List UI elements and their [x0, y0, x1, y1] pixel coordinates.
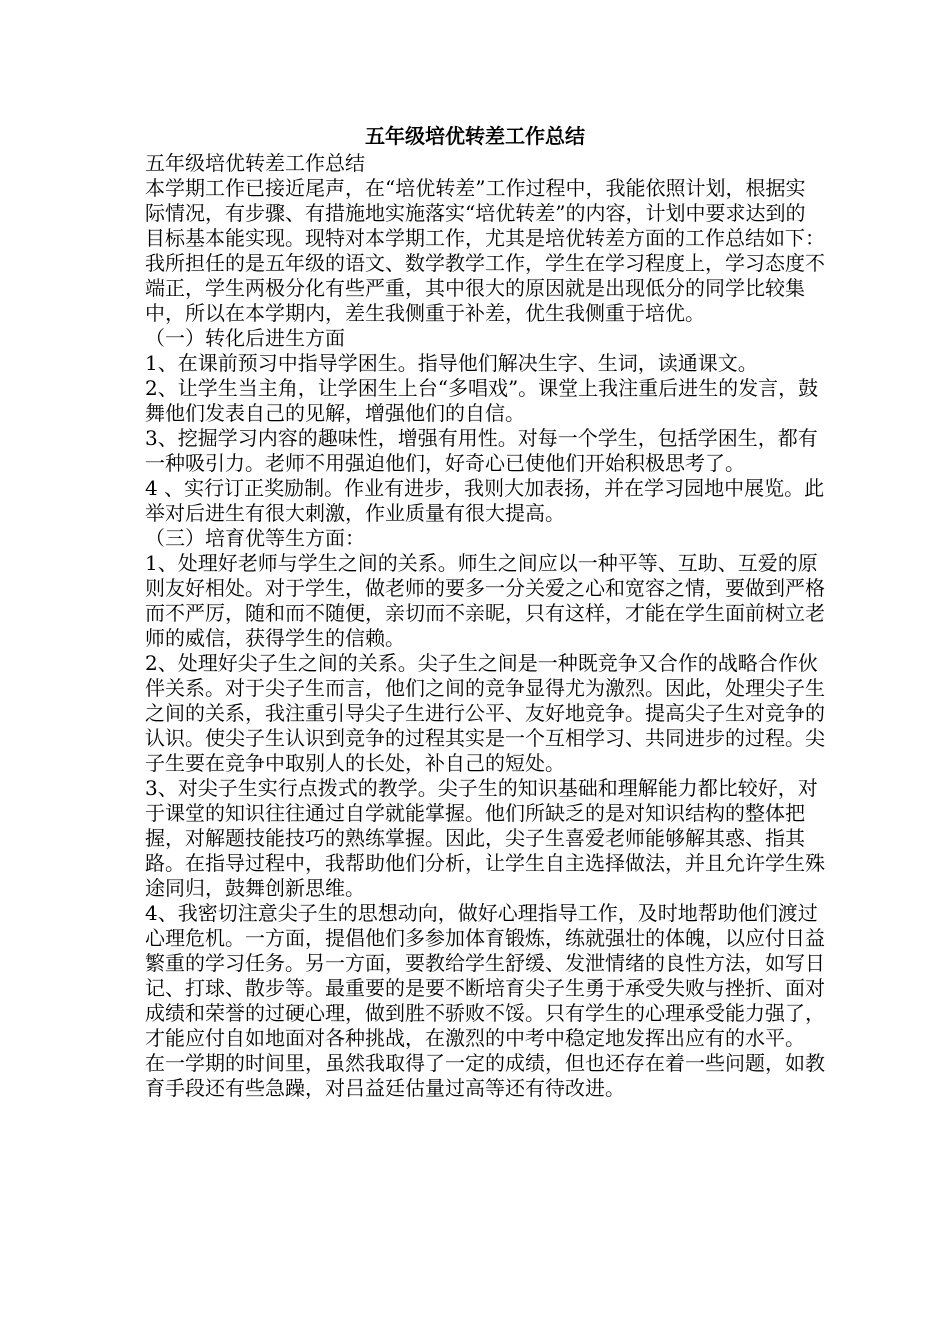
paragraph-background: 我所担任的是五年级的语文、数学教学工作，学生在学习程度上，学习态度不端正，学生两极分化有些严重，其中很大的原因就是出现低分的同学比较集中，所以在本学期内，差生我侧重于补差，优生我侧重于培优。 — [145, 251, 825, 325]
section-heading-top-students: （三）培育优等生方面： — [145, 526, 365, 550]
document-title: 五年级培优转差工作总结 — [365, 124, 585, 148]
paragraph-subtitle: 五年级培优转差工作总结 — [145, 151, 365, 175]
paragraph-laggard-item-4: 4 、实行订正奖励制。作业有进步，我则大加表扬，并在学习园地中展览。此举对后进生有很大刺激，作业质量有很大提高。 — [145, 476, 825, 525]
paragraph-top-item-2: 2、处理好尖子生之间的关系。尖子生之间是一种既竞争又合作的战略合作伙伴关系。对于尖子生而言，他们之间的竞争显得尤为激烈。因此，处理尖子生之间的关系，我注重引导尖子生进行公平、友好地竞争。提高尖子生对竞争的认识。使尖子生认识到竞争的过程其实是一个互相学习、共同进步的过程。尖子生要在竞争中取别人的长处，补自己的短处。 — [145, 651, 825, 775]
paragraph-laggard-item-1: 1、在课前预习中指导学困生。指导他们解决生字、生词，读通课文。 — [145, 351, 758, 375]
paragraph-top-item-3: 3、对尖子生实行点拨式的教学。尖子生的知识基础和理解能力都比较好，对于课堂的知识往往通过自学就能掌握。他们所缺乏的是对知识结构的整体把握，对解题技能技巧的熟练掌握。因此，尖子生喜爱老师能够解其惑、指其路。在指导过程中，我帮助他们分析，让学生自主选择做法，并且允许学生殊途同归，鼓舞创新思维。 — [145, 776, 825, 900]
paragraph-top-item-1: 1、处理好老师与学生之间的关系。师生之间应以一种平等、互助、互爱的原则友好相处。对于学生，做老师的要多一分关爱之心和宽容之情，要做到严格而不严厉，随和而不随便，亲切而不亲昵，只有这样，才能在学生面前树立老师的威信，获得学生的信赖。 — [145, 551, 825, 650]
paragraph-laggard-item-3: 3、挖掘学习内容的趣味性，增强有用性。对每一个学生，包括学困生，都有一种吸引力。老师不用强迫他们，好奇心已使他们开始积极思考了。 — [145, 426, 818, 475]
paragraph-conclusion: 在一学期的时间里，虽然我取得了一定的成绩，但也还存在着一些问题，如教育手段还有些急躁，对吕益廷估量过高等还有待改进。 — [145, 1051, 825, 1100]
document-body — [145, 151, 825, 1101]
section-heading-laggards: （一）转化后进生方面 — [145, 326, 345, 350]
paragraph-top-item-4: 4、我密切注意尖子生的思想动向，做好心理指导工作，及时地帮助他们渡过心理危机。一方面，提倡他们多参加体育锻炼，练就强壮的体魄，以应付日益繁重的学习任务。另一方面，要教给学生舒缓、发泄情绪的良性方法，如写日记、打球、散步等。最重要的是要不断培育尖子生勇于承受失败与挫折、面对成绩和荣誉的过硬心理，做到胜不骄败不馁。只有学生的心理承受能力强了，才能应付自如地面对各种挑战，在激烈的中考中稳定地发挥出应有的水平。 — [145, 901, 825, 1050]
paragraph-laggard-item-2: 2、让学生当主角，让学困生上台“多唱戏”。课堂上我注重后进生的发言，鼓舞他们发表自己的见解，增强他们的自信。 — [145, 376, 819, 425]
paragraph-intro: 本学期工作已接近尾声，在“培优转差”工作过程中，我能依照计划，根据实际情况，有步骤、有措施地实施落实“培优转差”的内容，计划中要求达到的目标基本能实现。现特对本学期工作，尤其是培优转差方面的工作总结如下： — [145, 176, 825, 250]
